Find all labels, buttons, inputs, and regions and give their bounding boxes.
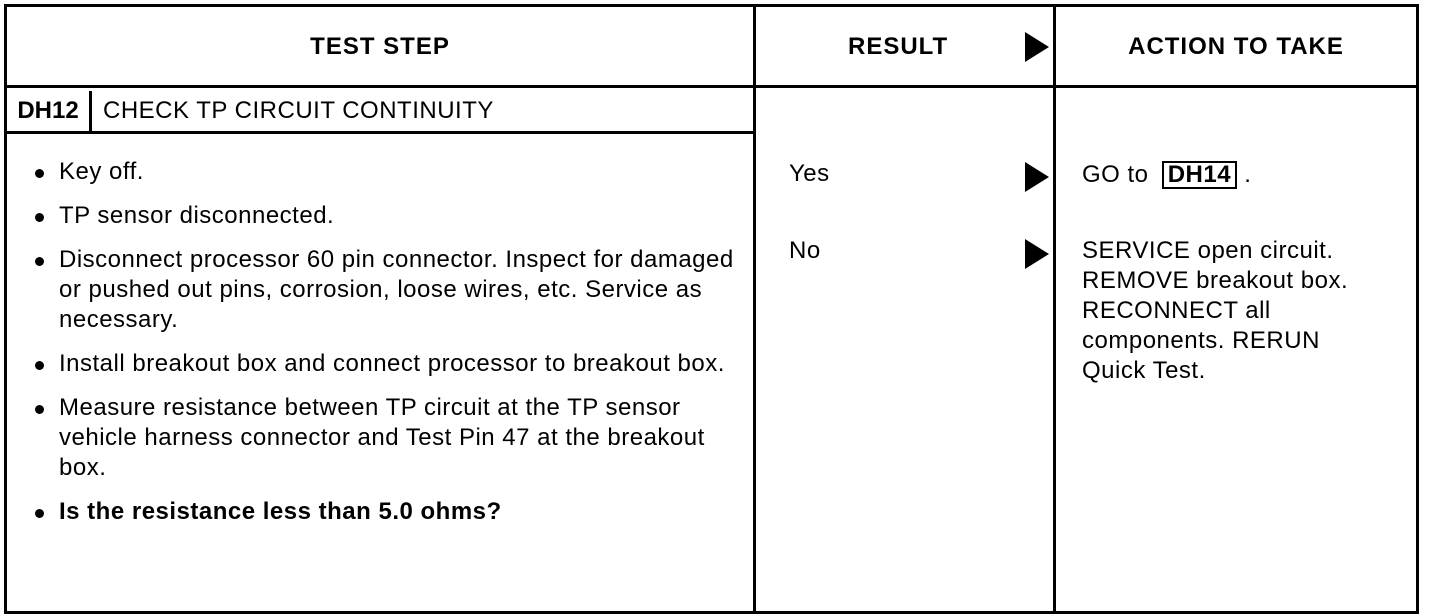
- column-divider: [753, 7, 756, 611]
- result-no-arrow-icon: [1025, 239, 1049, 269]
- step-id: DH12: [7, 91, 92, 131]
- step-reference[interactable]: DH14: [1162, 161, 1237, 189]
- step-title: CHECK TP CIRCUIT CONTINUITY: [103, 97, 494, 124]
- list-item: Install breakout box and connect processor to breakout box.: [29, 349, 749, 379]
- bullet-icon: [35, 509, 44, 518]
- column-divider: [1053, 7, 1056, 611]
- action-yes: GO to DH14 .: [1082, 161, 1252, 188]
- step-header: [7, 91, 753, 134]
- header-arrow-icon: [1025, 32, 1049, 62]
- test-instructions: [29, 157, 749, 541]
- bullet-icon: [35, 213, 44, 222]
- result-yes-arrow-icon: [1025, 162, 1049, 192]
- result-no: No: [789, 237, 821, 264]
- header-result: RESULT: [848, 33, 949, 60]
- test-step-table: [4, 4, 1419, 614]
- list-item: Measure resistance between TP circuit at the TP sensor vehicle harness connector and Test Pin 47 at the breakout box.: [29, 393, 749, 483]
- list-item: Disconnect processor 60 pin connector. Inspect for damaged or pushed out pins, corrosion, loose wires, etc. Service as necessary.: [29, 245, 749, 335]
- question-item: Is the resistance less than 5.0 ohms?: [29, 497, 749, 527]
- bullet-icon: [35, 169, 44, 178]
- header-action: ACTION TO TAKE: [1128, 33, 1344, 60]
- bullet-icon: [35, 257, 44, 266]
- result-yes: Yes: [789, 160, 830, 187]
- bullet-icon: [35, 361, 44, 370]
- list-item: TP sensor disconnected.: [29, 201, 749, 231]
- bullet-icon: [35, 405, 44, 414]
- list-item: Key off.: [29, 157, 749, 187]
- action-no: SERVICE open circuit. REMOVE breakout box. RECONNECT all components. RERUN Quick Test.: [1082, 237, 1349, 384]
- header-test-step: TEST STEP: [310, 33, 450, 60]
